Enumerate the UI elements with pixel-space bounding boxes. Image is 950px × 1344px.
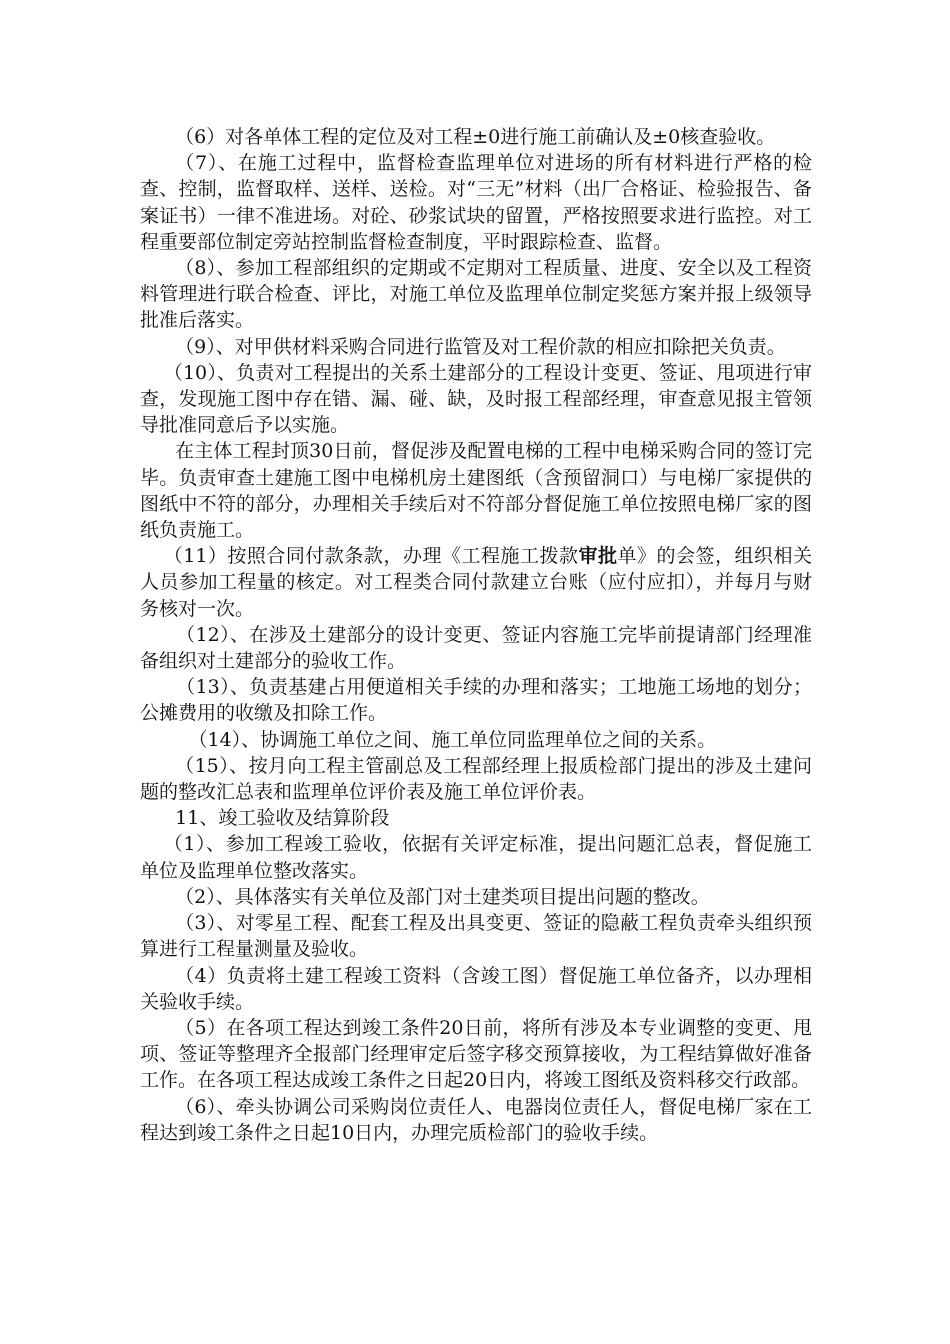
paragraph-6-positioning: （6）对各单体工程的定位及对工程±0进行施工前确认及±0核查验收。: [175, 126, 776, 148]
paragraph-completion-4: （4）负责将土建工程竣工资料（含竣工图）督促施工单位备齐，以办理相关验收手续。: [140, 964, 812, 1013]
document-body: [140, 124, 812, 1146]
paragraph-14-coordination: （14）、协调施工单位之间、施工单位同监理单位之间的关系。: [188, 728, 717, 751]
paragraph-completion-3: （3）、对零星工程、配套工程及出具变更、签证的隐蔽工程负责牵头组织预算进行工程量测量及验收。: [140, 912, 812, 961]
paragraph-completion-1: （1）、参加工程竣工验收，依据有关评定标准，提出问题汇总表，督促施工单位及监理单位整改落实。: [140, 833, 812, 882]
paragraph-completion-6: （6）、牵头协调公司采购岗位责任人、电器岗位责任人，督促电梯厂家在工程达到竣工条件之日起10日内，办理完质检部门的验收手续。: [140, 1095, 812, 1144]
paragraph-11-bold-term: 审批: [578, 545, 618, 568]
paragraph-8-joint-inspection: （8）、参加工程部组织的定期或不定期对工程质量、进度、安全以及工程资料管理进行联合检查、评比，对施工单位及监理单位制定奖惩方案并报上级领导批准后落实。: [140, 257, 812, 332]
paragraph-9-supplied-materials: （9）、对甲供材料采购合同进行监管及对工程价款的相应扣除把关负责。: [175, 335, 786, 358]
paragraph-11-text-before: （11）按照合同付款条款，办理《工程施工拨款: [163, 545, 579, 568]
paragraph-13-sidewalk-procedures: （13）、负责基建占用便道相关手续的办理和落实；工地施工场地的划分；公摊费用的收缴及扣除工作。: [140, 676, 812, 725]
paragraph-completion-5: （5）在各项工程达到竣工条件20日前，将所有涉及本专业调整的变更、甩项、签证等整理齐全报部门经理审定后签字移交预算接收，为工程结算做好准备工作。在各项工程达成竣工条件之日起20日内，将竣工图纸及资料移交行政部。: [140, 1016, 812, 1092]
paragraph-10-design-changes: （10）、负责对工程提出的关系土建部分的工程设计变更、签证、甩项进行审查，发现施工图中存在错、漏、碰、缺，及时报工程部经理，审查意见报主管领导批准同意后予以实施。: [140, 361, 812, 437]
paragraph-completion-2: （2）、具体落实有关单位及部门对土建类项目提出问题的整改。: [175, 885, 710, 908]
paragraph-15-monthly-report: （15）、按月向工程主管副总及工程部经理上报质检部门提出的涉及土建问题的整改汇总表和监理单位评价表及施工单位评价表。: [140, 754, 812, 804]
section-heading-completion: 11、竣工验收及结算阶段: [175, 807, 390, 830]
paragraph-7-material-inspection: （7）、在施工过程中，监督检查监理单位对进场的所有材料进行严格的检查、控制，监督取样、送样、送检。对“三无”材料（出厂合格证、检验报告、备案证书）一律不准进场。对砼、砂浆试块的留置，严格按照要求进行监控。对工程重要部位制定旁站控制监督检查制度，平时跟踪检查、监督。: [140, 152, 812, 253]
paragraph-11-payment: [140, 543, 812, 622]
paragraph-11-text-after: 单》的会签，组织相关人员参加工程量的核定。对工程类合同付款建立台账（应付应扣），并每月与财务核对一次。: [140, 545, 812, 620]
paragraph-12-acceptance-prep: （12）、在涉及土建部分的设计变更、签证内容施工完毕前提请部门经理准备组织对土建部分的验收工作。: [140, 623, 812, 673]
paragraph-elevator-contract: 在主体工程封顶30日前，督促涉及配置电梯的工程中电梯采购合同的签订完毕。负责审查土建施工图中电梯机房土建图纸（含预留洞口）与电梯厂家提供的图纸中不符的部分，办理相关手续后对不符部分督促施工单位按照电梯厂家的图纸负责施工。: [140, 440, 812, 542]
